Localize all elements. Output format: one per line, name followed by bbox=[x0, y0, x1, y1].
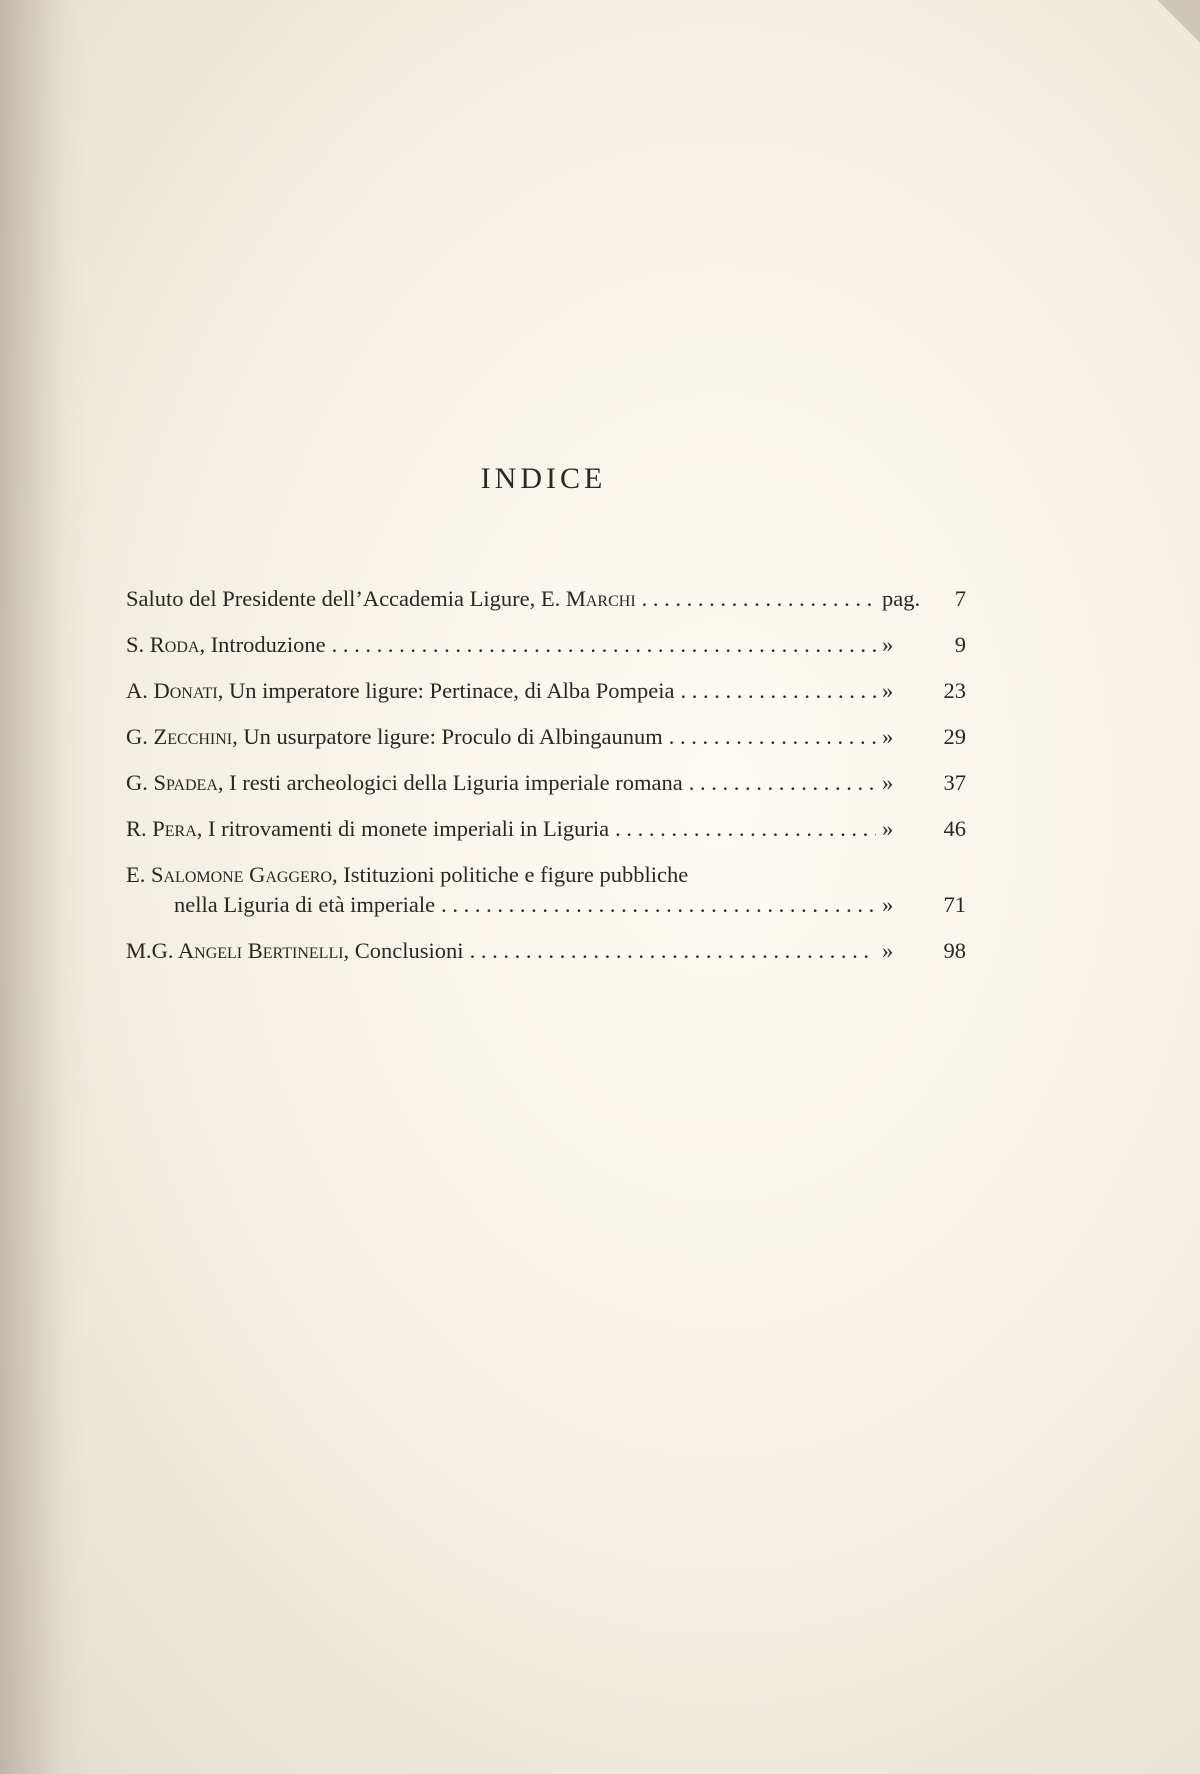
page-marker: » bbox=[882, 816, 894, 841]
entry-author: S. Roda bbox=[126, 632, 200, 657]
entry-title: Saluto del Presidente dell’Accademia Ligure, bbox=[126, 586, 541, 611]
index-heading: INDICE bbox=[480, 462, 607, 495]
page-marker: » bbox=[882, 678, 894, 703]
page-marker: » bbox=[882, 632, 894, 657]
toc-entry-text bbox=[126, 630, 326, 660]
entry-title: , Un imperatore ligure: Pertinace, di Alba Pompeia bbox=[217, 678, 675, 703]
dot-leader bbox=[441, 890, 876, 920]
page-number: 37 bbox=[943, 770, 966, 795]
dot-leader bbox=[642, 584, 876, 614]
page-number: 7 bbox=[954, 586, 966, 611]
dot-leader bbox=[681, 676, 877, 706]
entry-author: R. Pera bbox=[126, 816, 197, 841]
page-number: 9 bbox=[954, 632, 966, 657]
page-number: 46 bbox=[943, 816, 966, 841]
page-number: 23 bbox=[943, 678, 966, 703]
toc-entry-resti-archeologici[interactable] bbox=[126, 768, 966, 798]
toc-entry-proculo[interactable] bbox=[126, 722, 966, 752]
toc-entry-text bbox=[126, 722, 663, 752]
dot-leader bbox=[689, 768, 876, 798]
entry-author: E. Salomone Gaggero bbox=[126, 862, 333, 887]
page-number: 98 bbox=[943, 938, 966, 963]
entry-author: E. Marchi bbox=[540, 586, 636, 611]
toc-entry-text bbox=[126, 860, 688, 890]
dot-leader bbox=[669, 722, 876, 752]
page-marker: » bbox=[882, 770, 894, 795]
dot-leader bbox=[332, 630, 876, 660]
entry-title-line2: nella Liguria di età imperiale bbox=[174, 892, 436, 917]
toc-entry-conclusioni[interactable] bbox=[126, 936, 966, 966]
entry-author: G. Spadea bbox=[126, 770, 218, 795]
page-marker: » bbox=[882, 724, 894, 749]
dot-leader bbox=[470, 936, 876, 966]
page-number: 29 bbox=[943, 724, 966, 749]
toc-entry-istituzioni[interactable] bbox=[126, 860, 966, 920]
entry-author: M.G. Angeli Bertinelli bbox=[126, 938, 344, 963]
toc-entry-text bbox=[126, 676, 675, 706]
entry-title: , I ritrovamenti di monete imperiali in Liguria bbox=[196, 816, 610, 841]
toc-entry-text bbox=[126, 584, 636, 614]
entry-title: , I resti archeologici della Liguria imperiale romana bbox=[217, 770, 683, 795]
entry-title: , Introduzione bbox=[199, 632, 326, 657]
entry-title: , Istituzioni politiche e figure pubbliche bbox=[332, 862, 689, 887]
page-marker: » bbox=[882, 892, 894, 917]
toc-entry-text bbox=[126, 936, 464, 966]
toc-entry-monete[interactable] bbox=[126, 814, 966, 844]
page-marker: » bbox=[882, 938, 894, 963]
entry-author: A. Donati bbox=[126, 678, 218, 703]
page-number: 71 bbox=[943, 892, 966, 917]
entry-title: , Un usurpatore ligure: Proculo di Albingaunum bbox=[232, 724, 663, 749]
toc-entry-pertinace[interactable] bbox=[126, 676, 966, 706]
toc-entry-text bbox=[126, 814, 609, 844]
dot-leader bbox=[615, 814, 876, 844]
toc-entry-introduzione[interactable] bbox=[126, 630, 966, 660]
toc-entry-saluto[interactable] bbox=[126, 584, 966, 614]
toc-entry-text bbox=[126, 768, 683, 798]
entry-title: , Conclusioni bbox=[343, 938, 464, 963]
entry-author: G. Zecchini bbox=[126, 724, 233, 749]
page-marker: pag. bbox=[882, 586, 921, 611]
table-of-contents bbox=[126, 584, 966, 982]
